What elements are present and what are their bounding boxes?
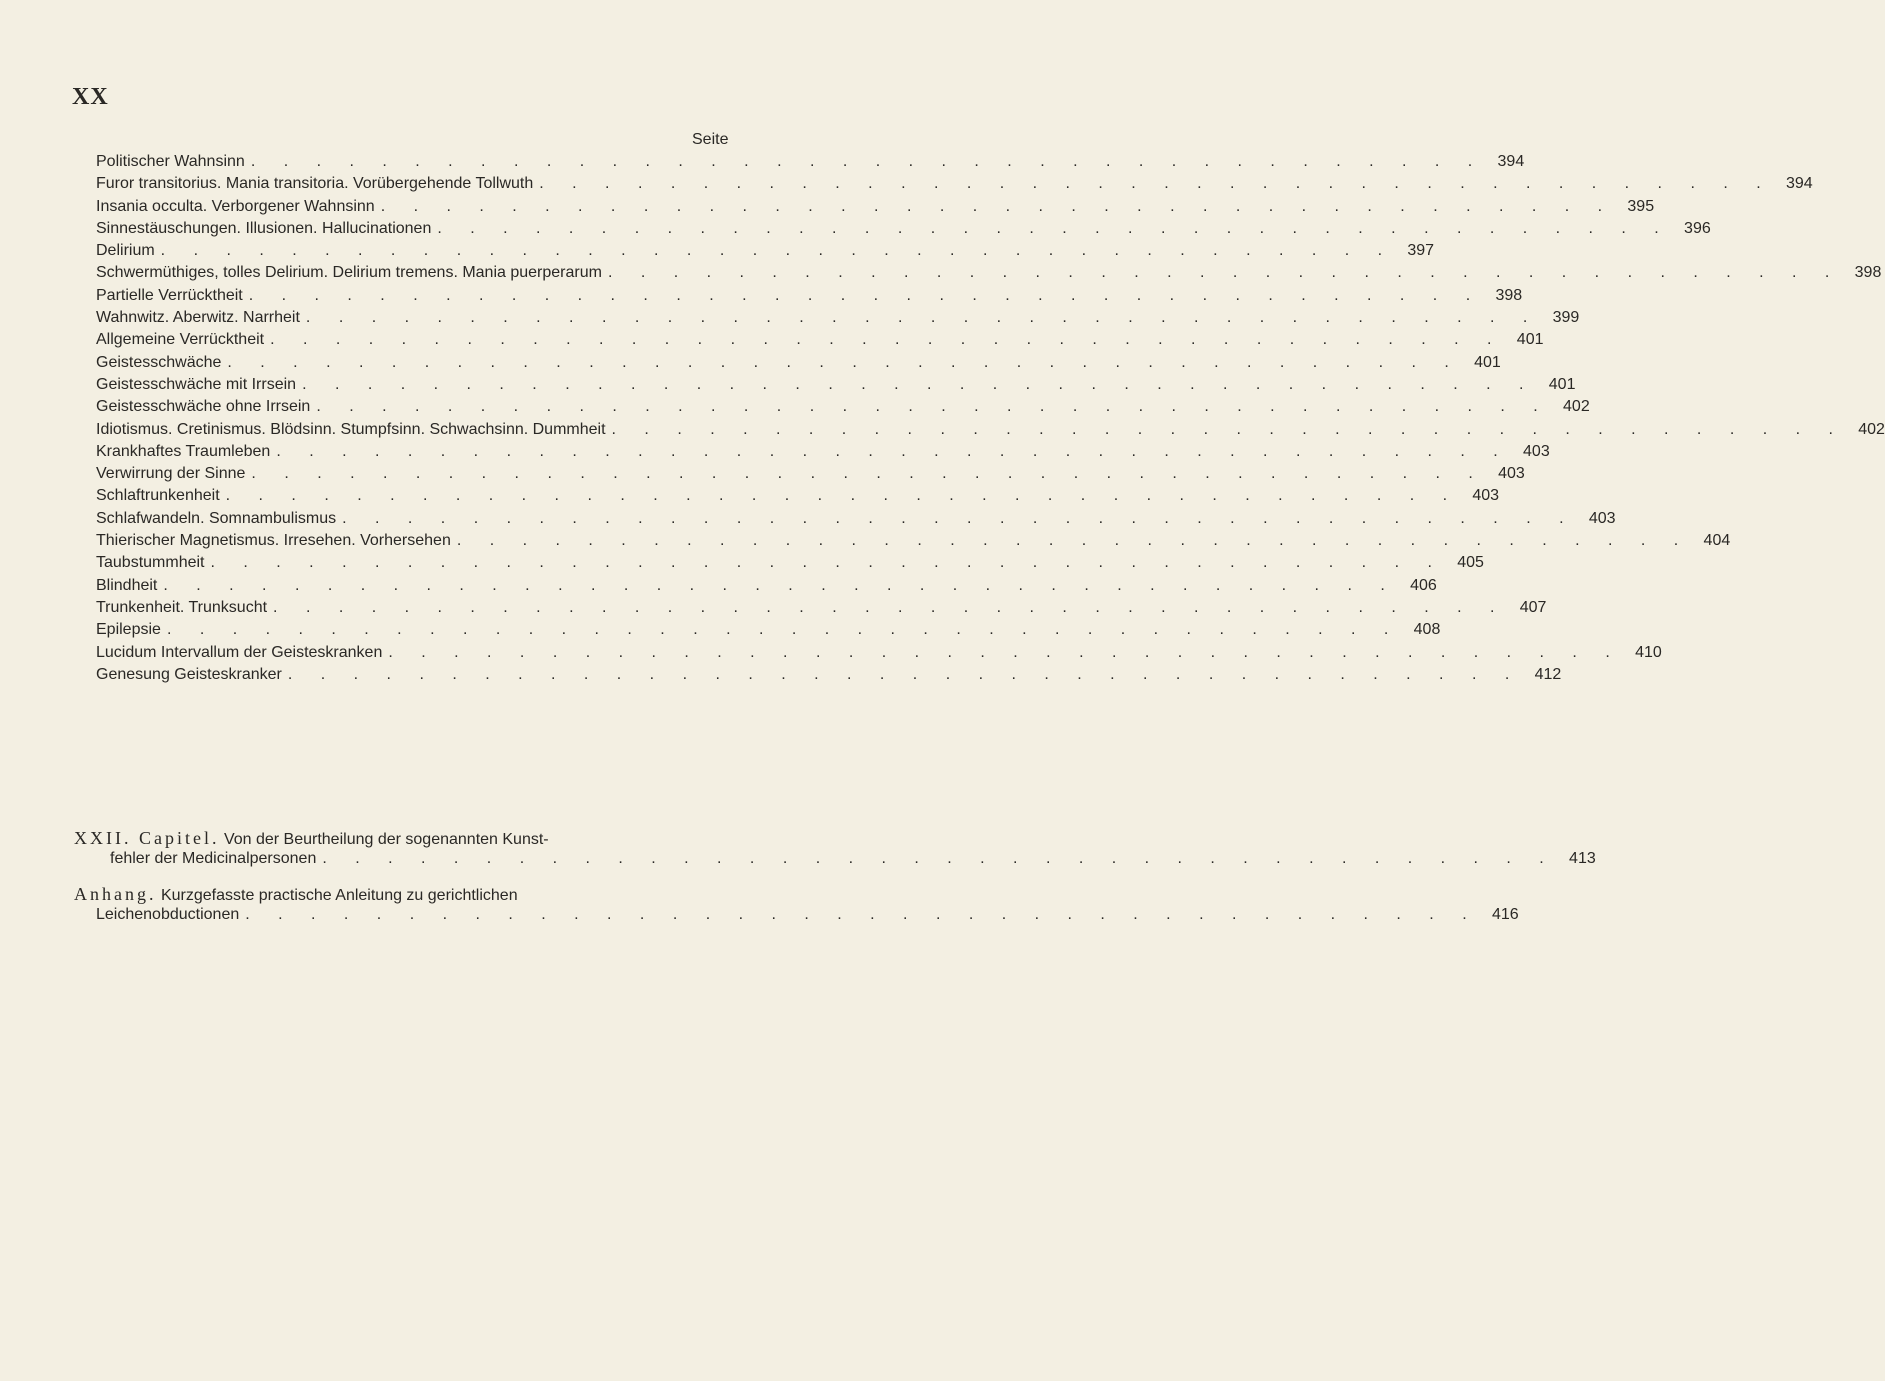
toc-entries: [96, 153, 1885, 688]
toc-entry-page: 401: [1516, 331, 1544, 349]
toc-row: [96, 665, 1562, 688]
toc-row: [96, 242, 1435, 264]
dot-leader: . . . . . . . . . . . . . . . . . . . . . . . . . . . . . . . . . . . . . .: [225, 487, 1460, 505]
toc-entry-page: 394: [1497, 153, 1525, 170]
toc-entry-page: 402: [1858, 420, 1885, 438]
toc-row: [96, 175, 1813, 197]
dot-leader: . . . . . . . . . . . . . . . . . . . . . . . . . . . . . . . . . . . . . .: [160, 242, 1395, 260]
toc-entry-page: 396: [1684, 219, 1711, 237]
toc-entry-title: Insania occulta. Verborgener Wahnsinn: [96, 197, 375, 215]
toc-row: [96, 465, 1525, 487]
toc-entry-page: 403: [1498, 465, 1525, 483]
toc-row: [96, 442, 1550, 465]
anhang-title-line2: Leichenobductionen: [96, 906, 240, 923]
dot-leader: . . . . . . . . . . . . . . . . . . . . . . . . . . . . . . . . . . . . . .: [163, 576, 1397, 594]
toc-row: [96, 532, 1731, 554]
toc-entry-page: 394: [1785, 175, 1813, 193]
toc-entry-page: 403: [1472, 487, 1500, 505]
toc-row: [96, 509, 1616, 532]
dot-leader: . . . . . . . . . . . . . . . . . . . . . . . . . . . . . . . . . . . . . .: [388, 643, 1622, 661]
toc-entry-page: 408: [1413, 621, 1441, 639]
anhang-page: 416: [1491, 906, 1519, 923]
dot-leader: . . . . . . . . . . . . . . . . . . . . . . . . . . . . . . . . . . . . . .: [456, 532, 1691, 550]
toc-entry-page: 402: [1563, 398, 1590, 416]
toc-entry-title: Thierischer Magnetismus. Irresehen. Vorhersehen: [96, 532, 451, 550]
toc-entry-page: 395: [1627, 197, 1655, 215]
dot-leader: . . . . . . . . . . . . . . . . . . . . . . . . . . . . . . . . . . . . . .: [539, 175, 1773, 193]
dot-leader: . . . . . . . . . . . . . . . . . . . . . . . . . . . . . . . . . . . . . .: [305, 309, 1540, 327]
toc-entry-page: 404: [1703, 532, 1731, 550]
chapter-xxii-page: 413: [1569, 850, 1596, 867]
dot-leader: . . . . . . . . . . . . . . . . . . . . . . . . . . . . . . . . . . . . . .: [437, 219, 1671, 237]
anhang-entry: [74, 884, 1519, 930]
toc-row: [96, 331, 1544, 353]
dot-leader: . . . . . . . . . . . . . . . . . . . . . . . . . . . . . . . . . . . . . .: [270, 331, 1504, 349]
dot-leader: . . . . . . . . . . . . . . . . . . . . . . . . . . . . . . . . . . . . . .: [287, 665, 1522, 683]
toc-row: [96, 643, 1662, 666]
chapter-xxii-entry: [74, 828, 1596, 874]
anhang-title-line1: Kurzgefasste practische Anleitung zu gerichtlichen: [160, 887, 518, 904]
toc-entry-title: Verwirrung der Sinne: [96, 465, 246, 483]
toc-row: [96, 576, 1437, 599]
dot-leader: . . . . . . . . . . . . . . . . . . . . . . . . . . . . . . . . . . . . . .: [245, 906, 1479, 923]
chapter-xxii-heading: XXII. Capitel.: [74, 828, 220, 848]
toc-entry-title: Schlafwandeln. Somnambulismus: [96, 509, 337, 527]
toc-row: [96, 153, 1525, 175]
dot-leader: . . . . . . . . . . . . . . . . . . . . . . . . . . . . . . . . . . . . . .: [273, 598, 1507, 616]
toc-entry-title: Idiotismus. Cretinismus. Blödsinn. Stumpfsinn. Schwachsinn. Dummheit: [96, 420, 606, 438]
toc-entry-title: Politischer Wahnsinn: [96, 153, 245, 170]
toc-entry-page: 399: [1552, 309, 1580, 327]
dot-leader: . . . . . . . . . . . . . . . . . . . . . . . . . . . . . . . . . . . . . .: [611, 420, 1845, 438]
dot-leader: . . . . . . . . . . . . . . . . . . . . . . . . . . . . . . . . . . . . . .: [227, 353, 1461, 371]
toc-entry-title: Krankhaftes Traumleben: [96, 442, 271, 460]
toc-entry-title: Schwermüthiges, tolles Delirium. Delirium tremens. Mania puerperarum: [96, 264, 602, 282]
toc-entry-title: Allgemeine Verrücktheit: [96, 331, 265, 349]
toc-entry-title: Genesung Geisteskranker: [96, 665, 282, 683]
toc-row: [96, 219, 1711, 242]
dot-leader: . . . . . . . . . . . . . . . . . . . . . . . . . . . . . . . . . . . . . .: [322, 850, 1556, 867]
toc-entry-title: Lucidum Intervallum der Geisteskranken: [96, 643, 383, 661]
toc-row: [96, 375, 1576, 398]
toc-row: [96, 598, 1547, 621]
page-column-header: Seite: [692, 131, 729, 148]
toc-row: [96, 487, 1500, 509]
toc-row: [96, 353, 1501, 376]
toc-entry-title: Epilepsie: [96, 621, 161, 639]
chapter-xxii-title-line1: Von der Beurtheilung der sogenannten Kunst-: [223, 831, 549, 848]
toc-row: [96, 264, 1882, 286]
dot-leader: . . . . . . . . . . . . . . . . . . . . . . . . . . . . . . . . . . . . . .: [248, 286, 1483, 304]
dot-leader: . . . . . . . . . . . . . . . . . . . . . . . . . . . . . . . . . . . . . .: [342, 509, 1576, 527]
toc-entry-page: 406: [1410, 576, 1437, 594]
toc-entry-page: 403: [1523, 442, 1550, 460]
toc-entry-page: 412: [1534, 665, 1562, 683]
toc-entry-title: Schlaftrunkenheit: [96, 487, 220, 505]
toc-row: [96, 420, 1885, 443]
dot-leader: . . . . . . . . . . . . . . . . . . . . . . . . . . . . . . . . . . . . . .: [316, 398, 1550, 416]
toc-entry-title: Furor transitorius. Mania transitoria. Vorübergehende Tollwuth: [96, 175, 534, 193]
dot-leader: . . . . . . . . . . . . . . . . . . . . . . . . . . . . . . . . . . . . . .: [302, 375, 1536, 393]
dot-leader: . . . . . . . . . . . . . . . . . . . . . . . . . . . . . . . . . . . . . .: [166, 621, 1401, 639]
toc-entry-page: 398: [1854, 264, 1882, 282]
toc-entry-page: 401: [1548, 375, 1576, 393]
toc-entry-page: 403: [1588, 509, 1616, 527]
toc-entry-page: 410: [1635, 643, 1662, 661]
chapter-xxii-title-line2: fehler der Medicinalpersonen: [110, 850, 317, 867]
toc-entry-title: Wahnwitz. Aberwitz. Narrheit: [96, 309, 300, 327]
toc-row: [96, 286, 1523, 309]
toc-row: [96, 309, 1580, 331]
dot-leader: . . . . . . . . . . . . . . . . . . . . . . . . . . . . . . . . . . . . . .: [251, 465, 1485, 483]
dot-leader: . . . . . . . . . . . . . . . . . . . . . . . . . . . . . . . . . . . . . .: [210, 554, 1444, 572]
toc-entry-title: Delirium: [96, 242, 155, 260]
toc-entry-page: 398: [1495, 286, 1523, 304]
toc-entry-page: 407: [1519, 598, 1547, 616]
dot-leader: . . . . . . . . . . . . . . . . . . . . . . . . . . . . . . . . . . . . . .: [250, 153, 1485, 170]
toc-entry-page: 397: [1407, 242, 1435, 260]
toc-row: [96, 621, 1441, 643]
dot-leader: . . . . . . . . . . . . . . . . . . . . . . . . . . . . . . . . . . . . . .: [276, 442, 1510, 460]
toc-entry-page: 405: [1457, 554, 1484, 572]
toc-row: [96, 398, 1590, 420]
toc-entry-page: 401: [1474, 353, 1501, 371]
toc-entry-title: Sinnestäuschungen. Illusionen. Hallucinationen: [96, 219, 432, 237]
toc-entry-title: Trunkenheit. Trunksucht: [96, 598, 268, 616]
dot-leader: . . . . . . . . . . . . . . . . . . . . . . . . . . . . . . . . . . . . . .: [380, 197, 1615, 215]
toc-row: [96, 554, 1484, 576]
toc-entry-title: Blindheit: [96, 576, 158, 594]
toc-entry-title: Geistesschwäche mit Irrsein: [96, 375, 297, 393]
toc-row: [96, 197, 1655, 220]
anhang-heading: Anhang.: [74, 884, 157, 904]
toc-entry-title: Taubstummheit: [96, 554, 205, 572]
toc-entry-title: Geistesschwäche ohne Irrsein: [96, 398, 311, 416]
dot-leader: . . . . . . . . . . . . . . . . . . . . . . . . . . . . . . . . . . . . . .: [607, 264, 1842, 282]
toc-entry-title: Geistesschwäche: [96, 353, 222, 371]
page-number: XX: [72, 84, 109, 110]
toc-entry-title: Partielle Verrücktheit: [96, 286, 243, 304]
